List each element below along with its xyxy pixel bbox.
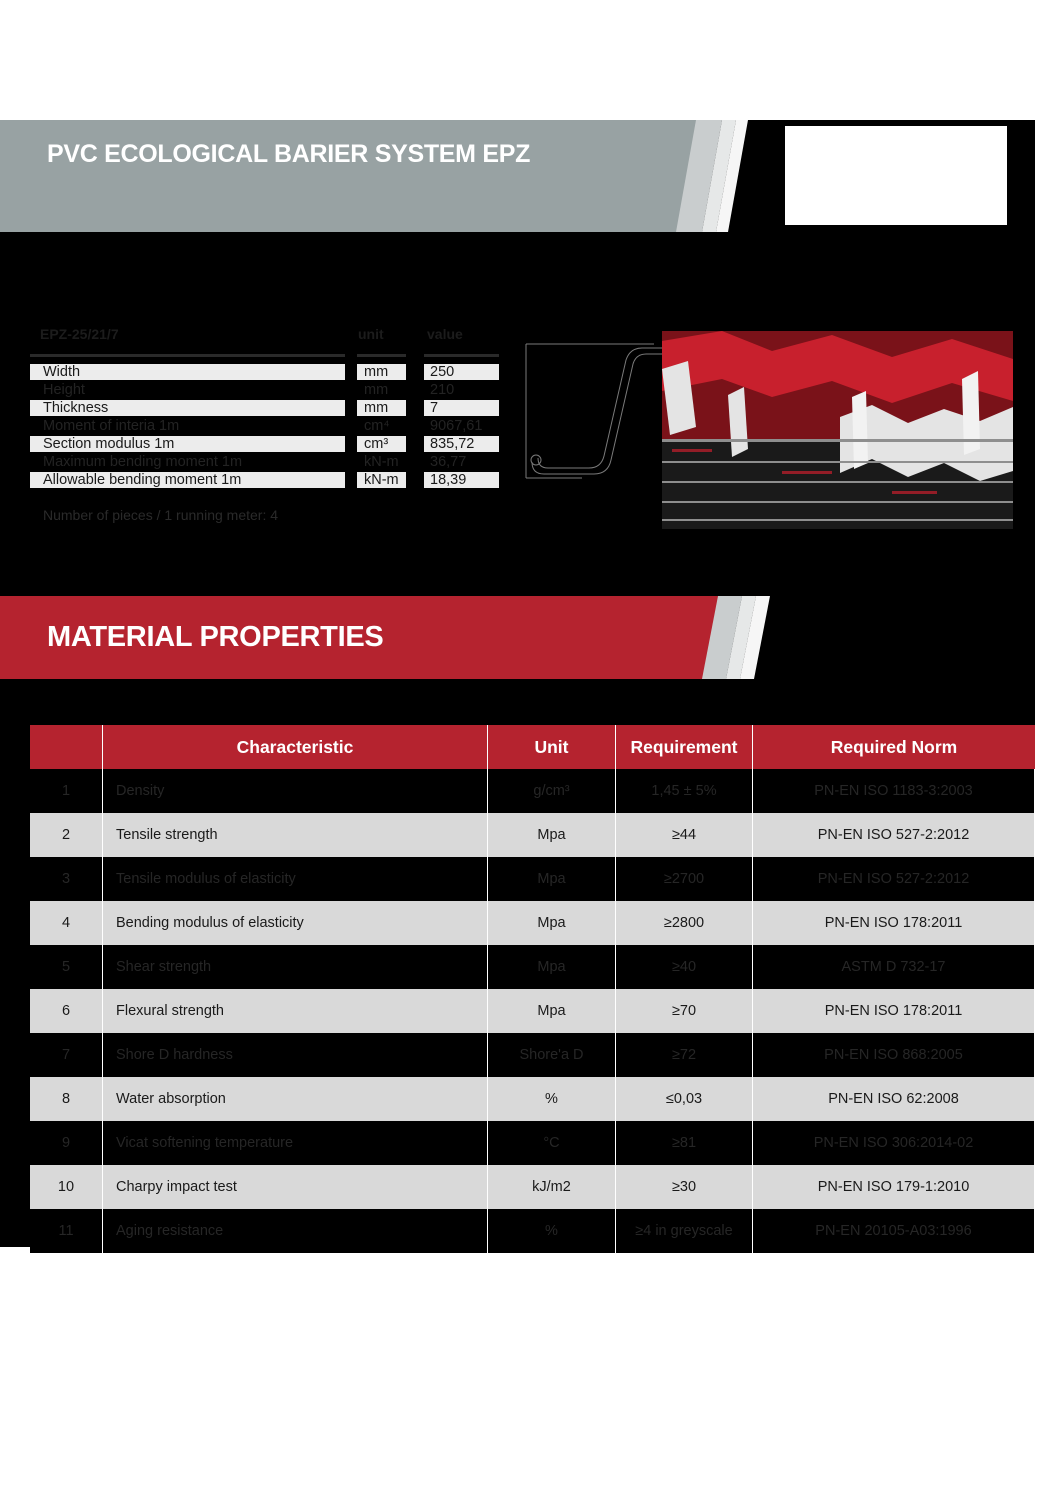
row-characteristic: Bending modulus of elasticity [103, 901, 488, 945]
row-requirement: ≥30 [616, 1165, 753, 1209]
spec-value: 250 [424, 364, 499, 380]
row-unit: Mpa [488, 901, 616, 945]
table-row [30, 1209, 1035, 1253]
row-characteristic: Density [103, 769, 488, 813]
row-unit: Mpa [488, 945, 616, 989]
banner-stripes [660, 120, 760, 233]
row-unit: % [488, 1209, 616, 1253]
spec-label: Width [30, 364, 345, 380]
row-unit: % [488, 1077, 616, 1121]
row-characteristic: Flexural strength [103, 989, 488, 1033]
row-number: 11 [30, 1209, 103, 1253]
row-number: 4 [30, 901, 103, 945]
table-row [30, 857, 1035, 901]
row-requirement: ≥2700 [616, 857, 753, 901]
row-norm: PN-EN ISO 179-1:2010 [753, 1165, 1035, 1209]
table-row [30, 945, 1035, 989]
row-characteristic: Charpy impact test [103, 1165, 488, 1209]
row-requirement: ≥44 [616, 813, 753, 857]
row-norm: PN-EN ISO 306:2014-02 [753, 1121, 1035, 1165]
logo-placeholder [785, 126, 1007, 225]
spec-unit: cm⁴ [364, 418, 390, 434]
row-number: 1 [30, 769, 103, 813]
row-norm: PN-EN ISO 527-2:2012 [753, 857, 1035, 901]
spec-unit: kN-m [357, 472, 406, 488]
spec-rule [357, 354, 406, 357]
row-unit: Shore'a D [488, 1033, 616, 1077]
spec-value: 18,39 [424, 472, 499, 488]
table-row [30, 769, 1035, 813]
row-requirement: ≥81 [616, 1121, 753, 1165]
row-norm: PN-EN ISO 62:2008 [753, 1077, 1035, 1121]
row-unit: Mpa [488, 989, 616, 1033]
row-unit: g/cm³ [488, 769, 616, 813]
spec-label: Thickness [30, 400, 345, 416]
row-characteristic: Vicat softening temperature [103, 1121, 488, 1165]
row-characteristic: Water absorption [103, 1077, 488, 1121]
row-requirement: ≥2800 [616, 901, 753, 945]
row-requirement: ≥40 [616, 945, 753, 989]
row-requirement: ≤0,03 [616, 1077, 753, 1121]
row-number: 6 [30, 989, 103, 1033]
spec-value: 36,77 [430, 454, 467, 470]
header-no [30, 725, 103, 769]
header-unit: Unit [488, 725, 616, 769]
spec-value: 9067,61 [430, 418, 483, 434]
row-requirement: ≥70 [616, 989, 753, 1033]
spec-value: 835,72 [424, 436, 499, 452]
row-number: 5 [30, 945, 103, 989]
row-norm: PN-EN ISO 868:2005 [753, 1033, 1035, 1077]
row-characteristic: Shore D hardness [103, 1033, 488, 1077]
row-norm: PN-EN 20105-A03:1996 [753, 1209, 1035, 1253]
header-norm: Required Norm [830, 736, 958, 757]
row-characteristic: Shear strength [103, 945, 488, 989]
row-norm: PN-EN ISO 527-2:2012 [753, 813, 1035, 857]
spec-unit: mm [357, 400, 406, 416]
spec-model: EPZ-25/21/7 [40, 326, 119, 342]
spec-unit-header: unit [358, 326, 384, 342]
table-row [30, 901, 1035, 945]
row-characteristic: Tensile modulus of elasticity [103, 857, 488, 901]
row-norm: PN-EN ISO 1183-3:2003 [753, 769, 1035, 813]
row-unit: Mpa [488, 857, 616, 901]
spec-unit: cm³ [357, 436, 406, 452]
product-photo [662, 331, 1013, 529]
header-banner [0, 120, 700, 232]
row-unit: °C [488, 1121, 616, 1165]
spec-value: 7 [424, 400, 499, 416]
spec-unit: mm [357, 364, 406, 380]
row-norm: PN-EN ISO 178:2011 [753, 989, 1035, 1033]
table-row [30, 989, 1035, 1033]
spec-value-header: value [427, 326, 463, 342]
header-requirement: Requirement [616, 725, 753, 769]
table-row [30, 1165, 1035, 1209]
row-norm: ASTM D 732-17 [753, 945, 1035, 989]
row-number: 10 [30, 1165, 103, 1209]
row-characteristic: Aging resistance [103, 1209, 488, 1253]
row-characteristic: Tensile strength [103, 813, 488, 857]
table-row [30, 1121, 1035, 1165]
spec-label: Height [43, 382, 85, 398]
row-unit: kJ/m2 [488, 1165, 616, 1209]
table-body [30, 769, 1035, 1253]
spec-label: Allowable bending moment 1m [30, 472, 345, 488]
header-characteristic: Characteristic [103, 725, 488, 769]
row-requirement: 1,45 ± 5% [616, 769, 753, 813]
spec-rule [424, 354, 499, 357]
pieces-note: Number of pieces / 1 running meter: 4 [43, 507, 279, 523]
table-row [30, 813, 1035, 857]
table-header-row [30, 725, 1035, 769]
row-requirement: ≥4 in greyscale [616, 1209, 753, 1253]
banner-stripes [690, 596, 780, 680]
row-number: 8 [30, 1077, 103, 1121]
section-title: MATERIAL PROPERTIES [47, 621, 384, 653]
row-number: 9 [30, 1121, 103, 1165]
table-row [30, 1077, 1035, 1121]
properties-table [30, 725, 1035, 1253]
row-requirement: ≥72 [616, 1033, 753, 1077]
row-norm: PN-EN ISO 178:2011 [753, 901, 1035, 945]
spec-label: Section modulus 1m [30, 436, 345, 452]
spec-label: Moment of interia 1m [43, 418, 180, 434]
row-number: 2 [30, 813, 103, 857]
spec-value: 210 [430, 382, 455, 398]
spec-unit: mm [364, 382, 389, 398]
row-number: 3 [30, 857, 103, 901]
table-row [30, 1033, 1035, 1077]
spec-unit: kN-m [364, 454, 399, 470]
spec-label: Maximum bending moment 1m [43, 454, 243, 470]
row-number: 7 [30, 1033, 103, 1077]
row-unit: Mpa [488, 813, 616, 857]
spec-rule [30, 354, 345, 357]
page-title: PVC ECOLOGICAL BARIER SYSTEM EPZ [47, 140, 531, 168]
